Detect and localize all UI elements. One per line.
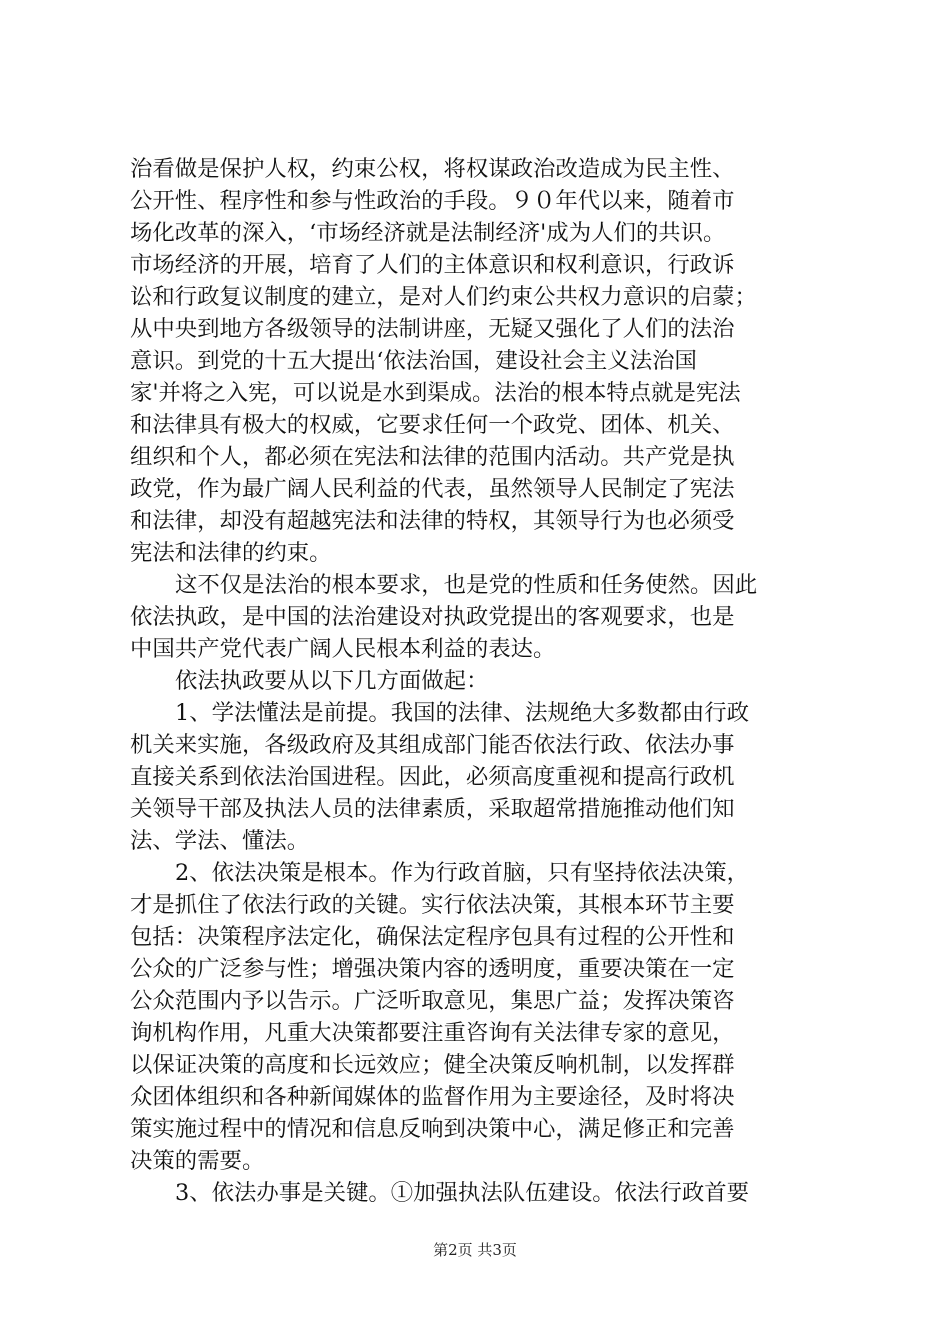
text-line: 意识。到党的十五大提出‘依法治国，建设社会主义法治国 — [130, 348, 697, 374]
text-line: 决策的需要。 — [130, 1148, 265, 1174]
text-line: 包括：决策程序法定化，确保法定程序包具有过程的公开性和 — [130, 924, 735, 950]
text-line: 依法执政，是中国的法治建设对执政党提出的客观要求，也是 — [130, 604, 735, 630]
text-line: 公开性、程序性和参与性政治的手段。９０年代以来，随着市 — [130, 188, 735, 214]
text-line: 和法律，却没有超越宪法和法律的特权，其领导行为也必须受 — [130, 508, 735, 534]
text-line: 直接关系到依法治国进程。因此，必须高度重视和提高行政机 — [130, 764, 735, 790]
text-line: 政党，作为最广阔人民利益的代表，虽然领导人民制定了宪法 — [130, 476, 735, 502]
text-line: 众团体组织和各种新闻媒体的监督作用为主要途径，及时将决 — [130, 1084, 735, 1110]
text-line: 3、依法办事是关键。①加强执法队伍建设。依法行政首要 — [175, 1180, 750, 1206]
text-line: 市场经济的开展，培育了人们的主体意识和权利意识，行政诉 — [130, 252, 735, 278]
text-line: 2、依法决策是根本。作为行政首脑，只有坚持依法决策， — [175, 860, 750, 886]
text-line: 讼和行政复议制度的建立，是对人们约束公共权力意识的启蒙； — [130, 284, 757, 310]
text-line: 策实施过程中的情况和信息反响到决策中心，满足修正和完善 — [130, 1116, 735, 1142]
text-line: 场化改革的深入，‘市场经济就是法制经济'成为人们的共识。 — [130, 220, 726, 246]
text-line: 这不仅是法治的根本要求，也是党的性质和任务使然。因此 — [175, 572, 758, 598]
text-line: 公众的广泛参与性；增强决策内容的透明度，重要决策在一定 — [130, 956, 735, 982]
text-line: 依法执政要从以下几方面做起： — [175, 668, 489, 694]
text-line: 机关来实施，各级政府及其组成部门能否依法行政、依法办事 — [130, 732, 735, 758]
text-line: 从中央到地方各级领导的法制讲座，无疑又强化了人们的法治 — [130, 316, 735, 342]
page-footer: 第2页 共3页 — [433, 1241, 517, 1259]
text-line: 关领导干部及执法人员的法律素质，采取超常措施推动他们知 — [130, 796, 735, 822]
text-line: 法、学法、懂法。 — [130, 828, 310, 854]
text-line: 治看做是保护人权，约束公权，将权谋政治改造成为民主性、 — [130, 156, 735, 182]
text-line: 宪法和法律的约束。 — [130, 540, 332, 566]
document-body — [130, 153, 830, 1209]
text-line: 才是抓住了依法行政的关键。实行依法决策，其根本环节主要 — [130, 892, 735, 918]
text-line: 以保证决策的高度和长远效应；健全决策反响机制，以发挥群 — [130, 1052, 735, 1078]
text-line: 中国共产党代表广阔人民根本利益的表达。 — [130, 636, 556, 662]
text-line: 和法律具有极大的权威，它要求任何一个政党、团体、机关、 — [130, 412, 735, 438]
text-line: 公众范围内予以告示。广泛听取意见，集思广益；发挥决策咨 — [130, 988, 735, 1014]
text-line: 组织和个人，都必须在宪法和法律的范围内活动。共产党是执 — [130, 444, 735, 470]
text-line: 询机构作用，凡重大决策都要注重咨询有关法律专家的意见， — [130, 1020, 735, 1046]
text-line: 家'并将之入宪，可以说是水到渠成。法治的根本特点就是宪法 — [130, 380, 741, 406]
text-line: 1、学法懂法是前提。我国的法律、法规绝大多数都由行政 — [175, 700, 750, 726]
